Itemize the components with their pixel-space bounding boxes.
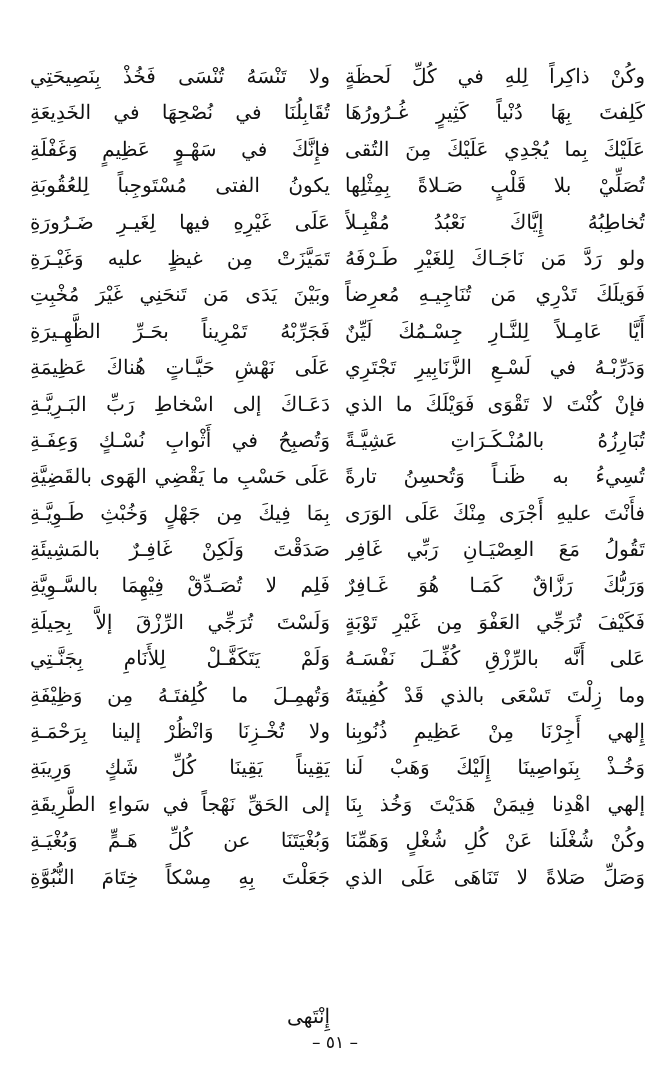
- page-number: – ٥١ –: [311, 1033, 359, 1053]
- right-column-verses: [345, 58, 645, 895]
- verse-second-hemistich: تُقَابِلُنَا في نُصْحِهَا في الخَدِيعَةِ: [30, 100, 330, 125]
- verse-first-hemistich: تُسِيءُ به ظَنـاً وَتُحسِنُ تارةً: [345, 464, 645, 489]
- verse-second-hemistich: وَلَسْتَ تُرَجِّي الرِّزْقَ إلاَّ بِحِيلَةِ: [30, 609, 330, 634]
- verse-second-hemistich: فإِنَّكَ في سَهْـوٍ عَظِيمٍ وَغَفْلَةِ: [30, 136, 330, 161]
- verse-second-hemistich: وَتُهمِـلَ ما كُلِفتَـهُ مِن وَظِيْفَةِ: [30, 682, 330, 707]
- verse-second-hemistich: دَعَـاكَ إلى اسْخاطِ رَبِّ البَـرِيَّـةِ: [30, 391, 330, 416]
- closing-word: إِنْتَهى: [286, 1004, 330, 1028]
- verse-first-hemistich: أَيَّا عَامِـلاً لِلنَّـارِ جِسْـمُكَ لَيِّنٌ: [345, 318, 645, 343]
- verse-second-hemistich: ولا تَنْسَهُ تُنْسَى فَخُذْ بِنَصِيحَتِي: [30, 64, 330, 88]
- verse-first-hemistich: وكُنْ شُغْلَنا عَنْ كُلِ شُغْلٍ وَهَمِّنَا: [345, 828, 645, 853]
- verse-first-hemistich: تَقُولُ مَعَ العِصْيَـانِ رَبِّي غَافِر: [345, 537, 645, 562]
- verse-first-hemistich: عَلى أَنَّه بالرِّزْقِ كُفِّـلَ نَفْسَـهُ: [345, 646, 645, 671]
- verse-second-hemistich: إلى الحَقِّ نَهْجاً في سَواءِ الطَّرِيقَةِ: [30, 791, 330, 816]
- verse-first-hemistich: وما زِلْتَ تَسْعَى بالذي قَدْ كُفِيتَهُ: [345, 682, 645, 707]
- verse-first-hemistich: عَلَيْكَ بِما يُجْدِي عَلَيْكَ مِنَ التُقى: [345, 136, 645, 161]
- verse-first-hemistich: تُبَارِزُهُ بالمُنْـكَـرَاتِ عَشِيَّـةً: [345, 427, 645, 452]
- verse-first-hemistich: وَرَبُّكَ رَزَّاقٌ كَمَـا هُوَ غَـافِرٌ: [345, 573, 645, 598]
- verse-second-hemistich: عَلَى نَهْشِ حَيَّـاتٍ هُناكَ عَظِيمَةِ: [30, 355, 330, 380]
- verse-second-hemistich: يكونُ الفتى مُسْتَوجِباً لِلعُقُوبَةِ: [30, 173, 330, 198]
- verse-first-hemistich: وَخُـذْ بِنَواصِينَا إِلَيْكَ وَهَبْ لَنا: [345, 755, 645, 780]
- verse-second-hemistich: وَتُصبِحُ في أَثْوابِ نُسْـكٍ وَعِفَـةِ: [30, 427, 330, 452]
- verse-first-hemistich: وكُنْ ذاكِراً لِلهِ في كُلِّ لَحظَةٍ: [345, 64, 645, 88]
- left-column-verses: [30, 58, 330, 895]
- verse-second-hemistich: فَجَرِّبْهُ تَمْرِيناً بحَـرِّ الظَّهِـيرَةِ: [30, 318, 330, 343]
- verse-second-hemistich: فَلِم لا تُصَـدِّقْ فِيْهِمَا بالسَّـوِيَّةِ: [30, 573, 330, 598]
- verse-second-hemistich: تَمَيَّزَتْ مِن غيظٍ عليه وَغَيْـرَةِ: [30, 245, 330, 270]
- verse-second-hemistich: جَعَلْتَ بِهِ مِسْكاً خِتَامَ النُّبُوَّةِ: [30, 864, 330, 889]
- verse-first-hemistich: إِلهي أَجِرْنَا مِنْ عَظِيمِ ذُنُوبِنا: [345, 719, 645, 744]
- verse-first-hemistich: كَلِفتَ بِهَا دُنْياً كَثِيرٍ غُـرُورُهَا: [345, 100, 645, 125]
- verse-first-hemistich: فَكَيْفَ تُرَجِّي العَفْوَ مِن غَيْرِ تَوْبَةٍ: [345, 609, 645, 634]
- verse-first-hemistich: وَصَلِّ صَلاةً لا تَنَاهَى عَلَى الذي: [345, 864, 645, 889]
- verse-first-hemistich: ولو رَدَّ مَن نَاجَـاكَ لِلغَيْرِ طَـرْفَهُ: [345, 245, 645, 270]
- verse-second-hemistich: بِمَا فِيكَ مِن جَهْلٍ وَخُبْثِ طَـوِيَّـةِ: [30, 500, 330, 525]
- verse-first-hemistich: فَوَيلَكَ تَدْرِي مَن تُنَاجِيـهِ مُعرِضاً: [345, 282, 645, 307]
- verse-second-hemistich: صَدَقْتَ وَلَكِنْ غَافِـرٌ بالمَشِيئَةِ: [30, 537, 330, 562]
- verse-first-hemistich: وَدَرِّبْـهُ في لَسْـعِ الزَّنَابِيرِ تَجْتَرِي: [345, 355, 645, 380]
- verse-second-hemistich: عَلَى حَسْبِ ما يَقْضِي الهَوى بالقَضِيَّةِ: [30, 464, 330, 489]
- verse-second-hemistich: عَلَى غَيْرِهِ فيها لِغَيـرِ ضَـرُورَةِ: [30, 209, 330, 234]
- verse-first-hemistich: تُصَلِّيْ بلا قَلْبٍ صَـلاةً بِمِثْلِها: [345, 173, 645, 198]
- verse-first-hemistich: فإنْ كُنْتَ لا تَقْوَى فَوَيْلَكَ ما الذي: [345, 391, 645, 416]
- verse-second-hemistich: وَلَمْ يَتَكَفَّـلْ لِلأَنَامِ بِجَنَّـتِي: [30, 646, 330, 671]
- verse-first-hemistich: فأَنْتَ عليهِ أَجْرَى مِنْكَ عَلَى الوَرَى: [345, 500, 645, 525]
- verse-second-hemistich: وَبُغْيَتَنَا عن كُلِّ هَـمٍّ وَبُغْيَـةِ: [30, 828, 330, 853]
- verse-first-hemistich: إلهي اهْدِنا فِيمَنْ هَدَيْتَ وَخُذ بِنَا: [345, 791, 645, 816]
- verse-first-hemistich: تُخاطِبُهُ إِيَّاكَ نَعْبُدُ مُقْبِـلاً: [345, 209, 645, 234]
- verse-second-hemistich: ولا تُخْـزِنَا وَانْظُرْ إلينا بِرَحْمَـةِ: [30, 719, 330, 744]
- verse-second-hemistich: وبَيْنَ يَدَى مَن تَنحَنِي غَيْرَ مُخْبِتِ: [30, 282, 330, 307]
- verse-second-hemistich: يَقِيناً يَقِينَا كُلِّ شَكٍ وَرِيبَةِ: [30, 755, 330, 780]
